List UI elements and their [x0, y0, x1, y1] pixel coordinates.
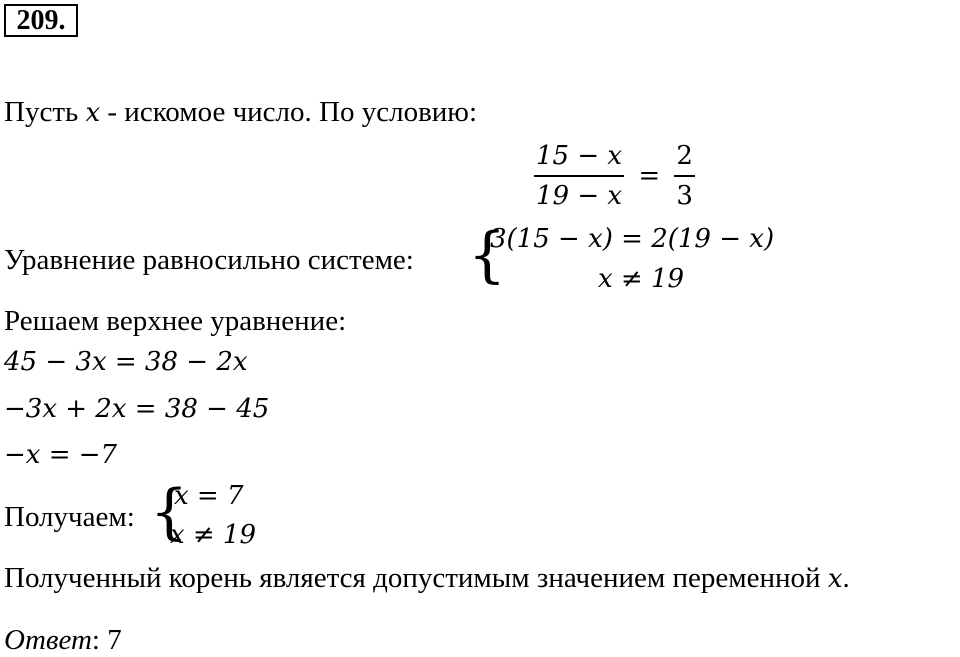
solve-label: Решаем верхнее уравнение:	[4, 305, 347, 337]
step-3: −x = −7	[4, 440, 118, 470]
system2-line2: x ≠ 19	[170, 520, 257, 550]
answer-label: Ответ	[4, 624, 92, 656]
left-denominator: 19 − x	[536, 181, 623, 211]
problem-number: 209.	[4, 4, 78, 37]
intro-lead: Пусть	[4, 96, 79, 128]
system2-label: Получаем:	[4, 501, 135, 533]
system2-line1: x = 7	[174, 481, 244, 511]
equals-sign: =	[638, 161, 661, 191]
answer-value: 7	[107, 624, 122, 656]
answer-line	[4, 623, 122, 657]
system1-brace: {	[468, 220, 507, 290]
intro-line	[4, 95, 477, 129]
system1-label: Уравнение равносильно системе:	[4, 244, 414, 276]
step-2: −3x + 2x = 38 − 45	[4, 394, 270, 424]
conclusion-text: Полученный корень является допустимым значением переменной	[4, 562, 821, 594]
system2-brace: {	[150, 477, 189, 547]
step-1: 45 − 3x = 38 − 2x	[4, 347, 248, 377]
right-numerator: 2	[676, 141, 693, 171]
right-fraction-bar	[674, 175, 695, 177]
answer-separator: :	[91, 624, 108, 656]
system1-line1: 3(15 − x) = 2(19 − x)	[490, 224, 775, 254]
left-fraction-bar	[534, 175, 624, 177]
conclusion-line	[4, 561, 850, 595]
system1-line2: x ≠ 19	[598, 264, 685, 294]
left-fraction	[534, 140, 624, 212]
right-denominator: 3	[676, 181, 693, 211]
fraction-equation	[534, 140, 695, 212]
intro-variable: x	[85, 98, 101, 128]
conclusion-end: .	[842, 562, 850, 594]
intro-rest: - искомое число. По условию:	[100, 96, 477, 128]
right-fraction	[674, 140, 695, 212]
left-numerator: 15 − x	[536, 141, 623, 171]
conclusion-variable: x	[827, 564, 843, 594]
